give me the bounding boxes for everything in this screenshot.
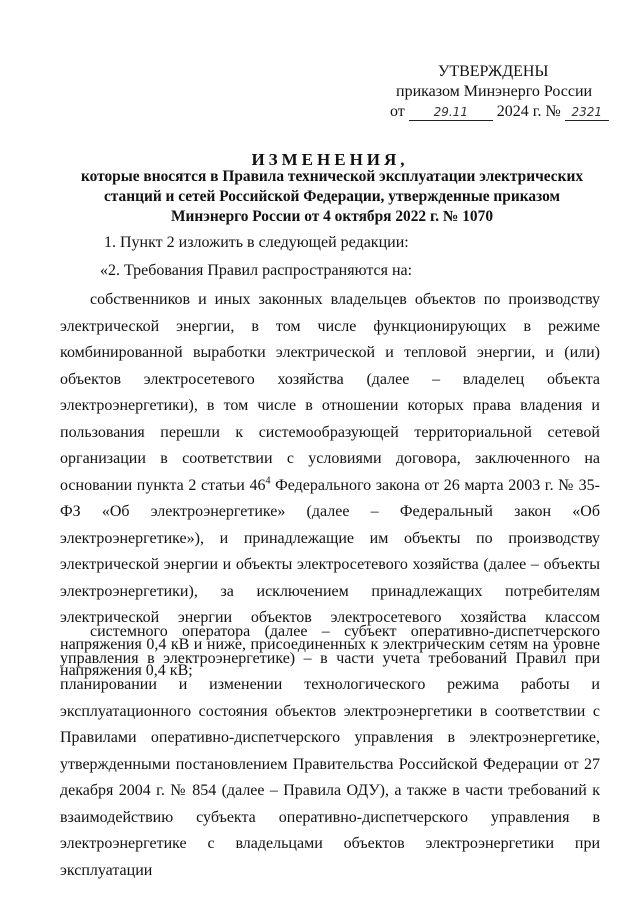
- document-subtitle: которые вносятся в Правила технической эксплуатации электрических станций и сетей Российской Федерации, утвержденные приказом Минэнерго России от 4 октября 2022 г. № 1070: [80, 168, 584, 225]
- date-prefix: от: [390, 103, 405, 120]
- paragraph-owners-text-a: собственников и иных законных владельцев объектов по производству электрической энергии, в том числе функционирующих в режиме комбинированной выработки электрической и тепловой энергии, и (или) объектов электросетевого хозяйства (далее – владелец объекта электроэнергетики), в том числе в отношении которых права владения и пользования перешли к системообразующей территориальной сетевой организации в соответствии с условиями договора, заключенного на основании пункта 2 статьи 46: [60, 291, 600, 494]
- paragraph-owners-text-b: Федерального закона от 26 марта 2003 г. № 35-ФЗ «Об электроэнергетике» (далее – Федеральный закон «Об электроэнергетике»), и принадлежащие им объекты по производству электрической энергии и объекты электросетевого хозяйства (далее – объекты электроэнергетики), за исключением принадлежащих потребителям электрической энергии объектов электросетевого хозяйства классом напряжения 0,4 кВ и ниже, присоединенных к электрическим сетям на уровне напряжения 0,4 кВ;: [60, 476, 601, 679]
- handwritten-order-number: 2321: [565, 104, 609, 121]
- approval-order-line: приказом Минэнерго России: [396, 83, 593, 100]
- document-title: ИЗМЕНЕНИЯ,: [251, 150, 409, 169]
- approval-heading: УТВЕРЖДЕНЫ: [438, 63, 549, 80]
- approval-block: [390, 62, 603, 122]
- year-and-number-label: 2024 г. №: [496, 103, 561, 120]
- approval-date-line: [390, 102, 603, 122]
- item-1: 1. Пункт 2 изложить в следующей редакции:: [104, 234, 409, 251]
- handwritten-date: 29.11: [409, 104, 493, 121]
- item-2-intro: «2. Требования Правил распространяются на:: [100, 262, 413, 279]
- paragraph-system-operator: системного оператора (далее – субъект оперативно-диспетчерского управления в электроэнергетике) – в части учета требований Правил при планировании и изменении технологического режима работы и эксплуатационного состояния объектов электроэнергетики в соответствии с Правилами оперативно-диспетчерского управления в электроэнергетике, утвержденными постановлением Правительства Российской Федерации от 27 декабря 2004 г. № 854 (далее – Правила ОДУ), а также в части требований к взаимодействию субъекта оперативно-диспетчерского управления в электроэнергетике с владельцами объектов электроэнергетики при эксплуатации: [60, 623, 600, 879]
- superscript: 4: [265, 475, 271, 487]
